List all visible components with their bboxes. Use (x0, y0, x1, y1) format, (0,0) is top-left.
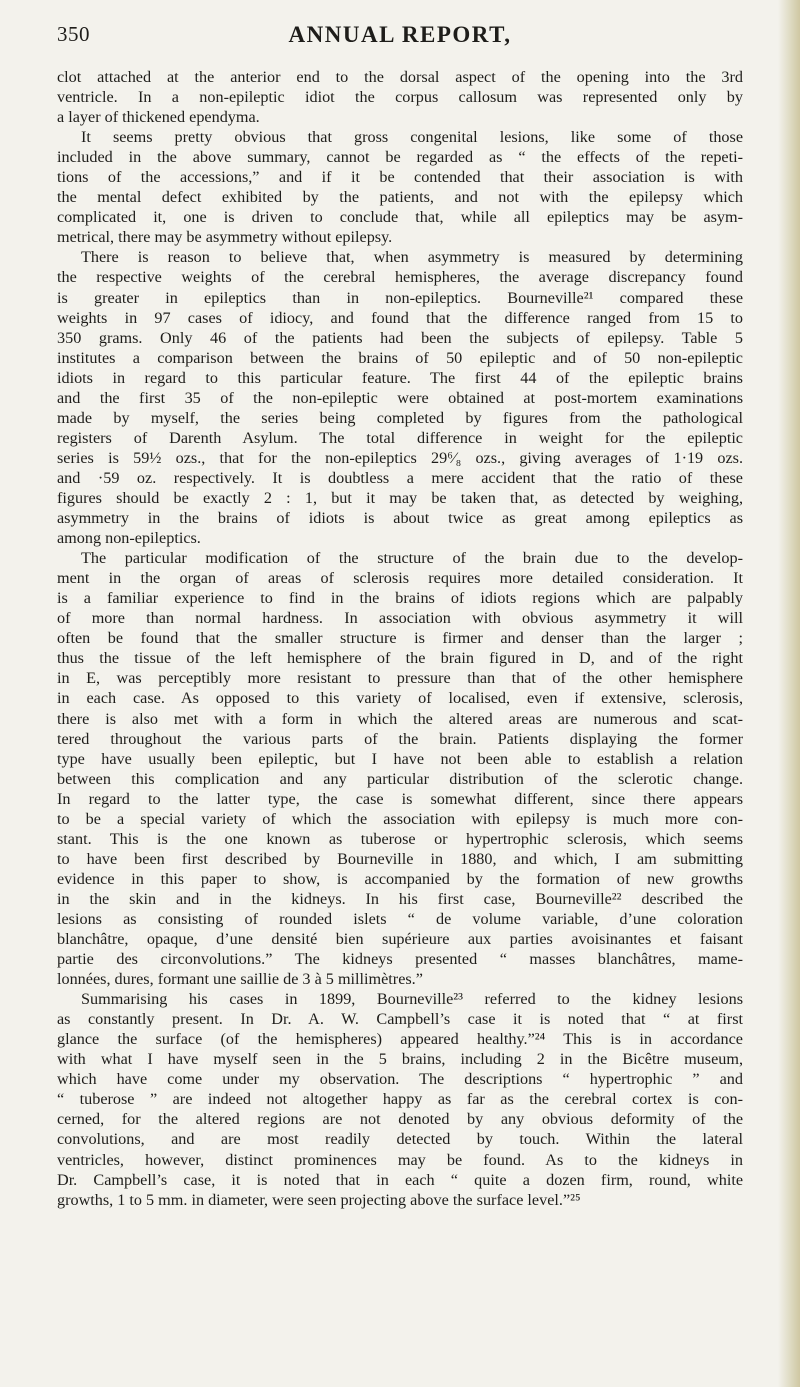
text-line: glance the surface (of the hemispheres) appeared healthy.”²⁴ This is in accordance (57, 1030, 743, 1049)
text-line: of more than normal hardness. In association with obvious asymmetry it will (57, 609, 743, 628)
text-line: “ tuberose ” are indeed not altogether happy as far as the cerebral cortex is con- (57, 1090, 743, 1109)
text-line: Dr. Campbell’s case, it is noted that in each “ quite a dozen firm, round, white (57, 1170, 743, 1189)
text-line: there is also met with a form in which the altered areas are numerous and scat- (57, 709, 743, 728)
text-line: among non-epileptics. (57, 529, 201, 548)
page-edge-shadow (778, 0, 800, 1387)
text-line: tered throughout the various parts of the brain. Patients displaying the former (57, 729, 743, 748)
text-line: in the skin and in the kidneys. In his first case, Bourneville²² described the (57, 889, 743, 908)
text-line: type have usually been epileptic, but I have not been able to establish a relation (57, 749, 743, 768)
text-line: asymmetry in the brains of idiots is about twice as great among epileptics as (57, 509, 743, 528)
text-line: to have been first described by Bourneville in 1880, and which, I am submitting (57, 849, 743, 868)
text-line: made by myself, the series being completed by figures from the pathological (57, 408, 743, 427)
text-line: It seems pretty obvious that gross congenital lesions, like some of those (81, 128, 743, 147)
body-text (57, 67, 743, 1210)
text-line: Summarising his cases in 1899, Bourneville²³ referred to the kidney lesions (81, 990, 743, 1009)
page-header (57, 22, 743, 50)
text-line: clot attached at the anterior end to the dorsal aspect of the opening into the 3rd (57, 68, 743, 86)
text-line: between this complication and any particular distribution of the sclerotic change. (57, 769, 743, 788)
text-line: The particular modification of the structure of the brain due to the develop- (81, 549, 743, 568)
text-line: convolutions, and are most readily detected by touch. Within the lateral (57, 1130, 743, 1149)
text-line: institutes a comparison between the brains of 50 epileptic and of 50 non-epileptic (57, 348, 743, 367)
text-line: registers of Darenth Asylum. The total difference in weight for the epileptic (57, 428, 743, 447)
text-line: which have come under my observation. The descriptions “ hypertrophic ” and (57, 1070, 743, 1089)
text-line: included in the above summary, cannot be regarded as “ the effects of the repeti- (57, 148, 743, 167)
text-line: is a familiar experience to find in the brains of idiots regions which are palpably (57, 589, 743, 608)
text-line: metrical, there may be asymmetry without epilepsy. (57, 228, 393, 247)
text-line: ventricles, however, distinct prominences may be found. As to the kidneys in (57, 1150, 743, 1169)
text-line: cerned, for the altered regions are not denoted by any obvious deformity of the (57, 1110, 743, 1129)
text-line: partie des circonvolutions.” The kidneys presented “ masses blanchâtres, mame- (57, 950, 743, 969)
text-line: the respective weights of the cerebral hemispheres, the average discrepancy found (57, 268, 743, 287)
text-line: and ·59 oz. respectively. It is doubtless a mere accident that the ratio of these (57, 468, 743, 487)
text-line: to be a special variety of which the association with epilepsy is much more con- (57, 809, 743, 828)
text-line: tions of the accessions,” and if it be contended that their association is with (57, 168, 743, 187)
text-line: with what I have myself seen in the 5 brains, including 2 in the Bicêtre museum, (57, 1050, 743, 1069)
running-head: ANNUAL REPORT, (288, 22, 512, 47)
text-line: the mental defect exhibited by the patients, and not with the epilepsy which (57, 188, 743, 207)
text-line: ventricle. In a non-epileptic idiot the corpus callosum was represented only by (57, 88, 743, 107)
text-line: in E, was perceptibly more resistant to pressure than that of the other hemisphere (57, 669, 743, 688)
text-line: in each case. As opposed to this variety of localised, even if extensive, sclerosis, (57, 689, 743, 708)
text-line: often be found that the smaller structure is firmer and denser than the larger ; (57, 629, 743, 648)
text-line: ment in the organ of areas of sclerosis requires more detailed consideration. It (57, 569, 743, 588)
text-line: series is 59½ ozs., that for the non-epileptics 29⁶⁄₈ ozs., giving averages of 1·19 ozs. (57, 448, 743, 467)
text-line: There is reason to believe that, when asymmetry is measured by determining (81, 248, 743, 267)
page-number: 350 (57, 22, 90, 46)
text-line: evidence in this paper to show, is accompanied by the formation of new growths (57, 869, 743, 888)
text-line: complicated it, one is driven to conclude that, while all epileptics may be asym- (57, 208, 743, 227)
text-line: as constantly present. In Dr. A. W. Campbell’s case it is noted that “ at first (57, 1010, 743, 1029)
text-line: a layer of thickened ependyma. (57, 108, 260, 127)
text-line: weights in 97 cases of idiocy, and found that the difference ranged from 15 to (57, 308, 743, 327)
text-line: blanchâtre, opaque, d’une densité bien supérieure aux parties avoisinantes et faisant (57, 930, 743, 949)
text-line: is greater in epileptics than in non-epileptics. Bourneville²¹ compared these (57, 288, 743, 307)
text-line: thus the tissue of the left hemisphere of the brain figured in D, and of the right (57, 649, 743, 668)
text-line: stant. This is the one known as tuberose or hypertrophic sclerosis, which seems (57, 829, 743, 848)
text-line: figures should be exactly 2 : 1, but it may be taken that, as detected by weighing, (57, 488, 743, 507)
text-line: idiots in regard to this particular feature. The first 44 of the epileptic brains (57, 368, 743, 387)
text-line: and the first 35 of the non-epileptic were obtained at post-mortem examinations (57, 388, 743, 407)
text-line: 350 grams. Only 46 of the patients had been the subjects of epilepsy. Table 5 (57, 328, 743, 347)
text-line: In regard to the latter type, the case is somewhat different, since there appears (57, 789, 743, 808)
text-line: lesions as consisting of rounded islets “ de volume variable, d’une coloration (57, 909, 743, 928)
text-line: lonnées, dures, formant une saillie de 3 à 5 millimètres.” (57, 970, 423, 989)
text-line: growths, 1 to 5 mm. in diameter, were seen projecting above the surface level.”²⁵ (57, 1190, 581, 1209)
